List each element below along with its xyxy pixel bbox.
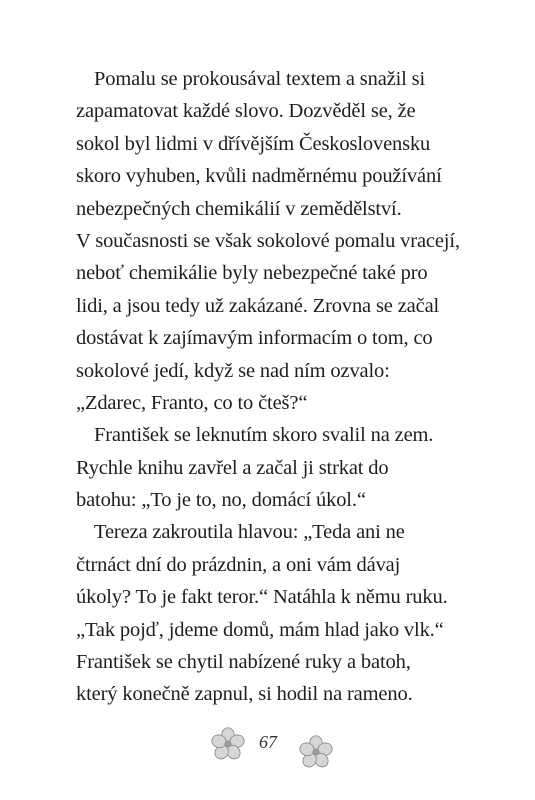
text-line: dostávat k zajímavým informacím o tom, co	[76, 327, 433, 350]
body-text	[76, 63, 466, 711]
text-line: který konečně zapnul, si hodil na rameno.	[76, 683, 413, 706]
text-line: sokol byl lidmi v dřívějším Československu	[76, 132, 431, 155]
text-line: Pomalu se prokousával textem a snažil si	[94, 68, 426, 90]
text-line: lidi, a jsou tedy už zakázané. Zrovna se začal	[76, 294, 440, 317]
text-line: nebezpečných chemikálií v zemědělství.	[76, 197, 402, 220]
text-line: skoro vyhuben, kvůli nadměrnému používání	[76, 165, 442, 188]
text-line: V současnosti se však sokolové pomalu vracejí,	[76, 229, 460, 252]
flower-icon	[210, 726, 246, 762]
text-line: „Tak pojď, jdeme domů, mám hlad jako vlk.“	[76, 618, 444, 641]
page-number: 67	[259, 732, 277, 752]
text-line: František se chytil nabízené ruky a batoh,	[76, 651, 411, 674]
text-line: batohu: „To je to, no, domácí úkol.“	[76, 489, 366, 512]
page-footer	[0, 726, 535, 774]
text-line: František se leknutím skoro svalil na zem.	[94, 424, 434, 447]
text-line: sokolové jedí, když se nad ním ozvalo:	[76, 359, 390, 382]
text-line: Tereza zakroutila hlavou: „Teda ani ne	[94, 521, 405, 544]
text-line: čtrnáct dní do prázdnin, a oni vám dávaj	[76, 553, 401, 576]
text-line: neboť chemikálie byly nebezpečné také pro	[76, 262, 428, 285]
text-line: „Zdarec, Franto, co to čteš?“	[76, 391, 308, 414]
text-line: zapamatovat každé slovo. Dozvěděl se, že	[76, 100, 416, 123]
flower-icon	[298, 734, 334, 770]
text-line: Rychle knihu zavřel a začal ji strkat do	[76, 456, 389, 479]
text-line: úkoly? To je fakt teror.“ Natáhla k němu ruku.	[76, 586, 448, 609]
